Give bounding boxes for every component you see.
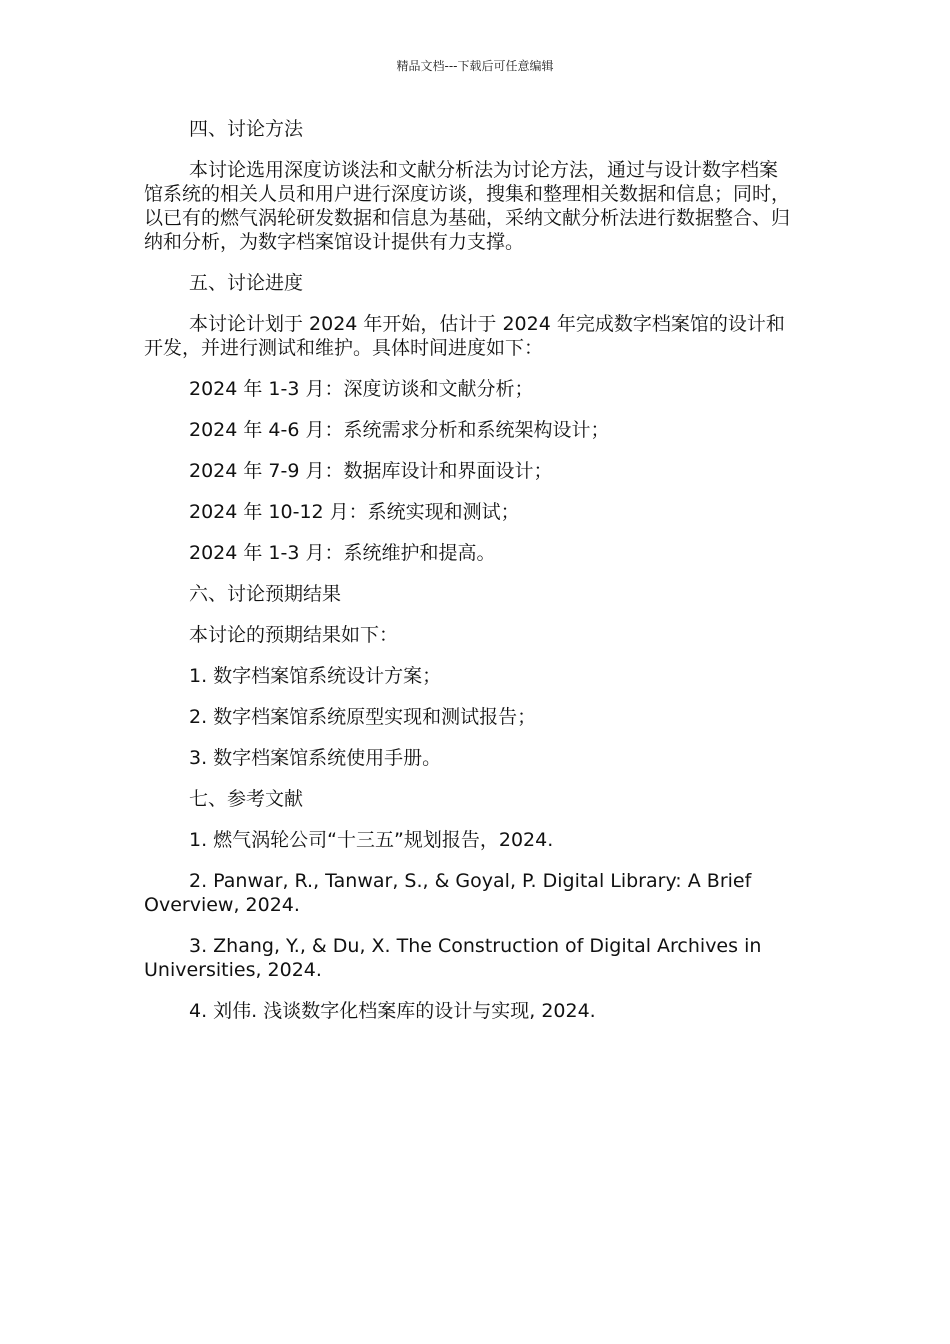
schedule-item: 2024 年 1-3 月：系统维护和提高。 [189,542,496,564]
reference-item: 4. 刘伟. 浅谈数字化档案库的设计与实现, 2024. [189,1000,596,1022]
schedule-item: 2024 年 10-12 月：系统实现和测试； [189,501,520,523]
reference-item: 3. Zhang, Y., & Du, X. The Construction of Digital Archives in Universities, 2024. [144,935,762,981]
schedule-intro-paragraph: 本讨论计划于 2024 年开始，估计于 2024 年完成数字档案馆的设计和开发，并进行测试和维护。具体时间进度如下： [144,313,785,359]
section-heading-method: 四、讨论方法 [189,118,304,140]
reference-item: 1. 燃气涡轮公司“十三五”规划报告，2024. [189,829,554,851]
schedule-item: 2024 年 4-6 月：系统需求分析和系统架构设计； [189,419,610,441]
results-item: 2. 数字档案馆系统原型实现和测试报告； [189,706,537,728]
schedule-item: 2024 年 7-9 月：数据库设计和界面设计； [189,460,553,482]
section-heading-schedule: 五、讨论进度 [189,272,304,294]
section-heading-results: 六、讨论预期结果 [189,583,342,605]
results-item: 3. 数字档案馆系统使用手册。 [189,747,442,769]
results-item: 1. 数字档案馆系统设计方案； [189,665,442,687]
section-heading-references: 七、参考文献 [189,788,304,810]
schedule-item: 2024 年 1-3 月：深度访谈和文献分析； [189,378,534,400]
document-body [144,117,794,1040]
results-intro-paragraph: 本讨论的预期结果如下： [189,624,399,646]
method-paragraph: 本讨论选用深度访谈法和文献分析法为讨论方法，通过与设计数字档案馆系统的相关人员和用户进行深度访谈，搜集和整理相关数据和信息；同时，以已有的燃气涡轮研发数据和信息为基础，采纳文献分析法进行数据整合、归纳和分析，为数字档案馆设计提供有力支撑。 [144,159,791,253]
page-header: 精品文档---下载后可任意编辑 [396,59,554,73]
reference-item: 2. Panwar, R., Tanwar, S., & Goyal, P. Digital Library: A Brief Overview, 2024. [144,870,752,916]
